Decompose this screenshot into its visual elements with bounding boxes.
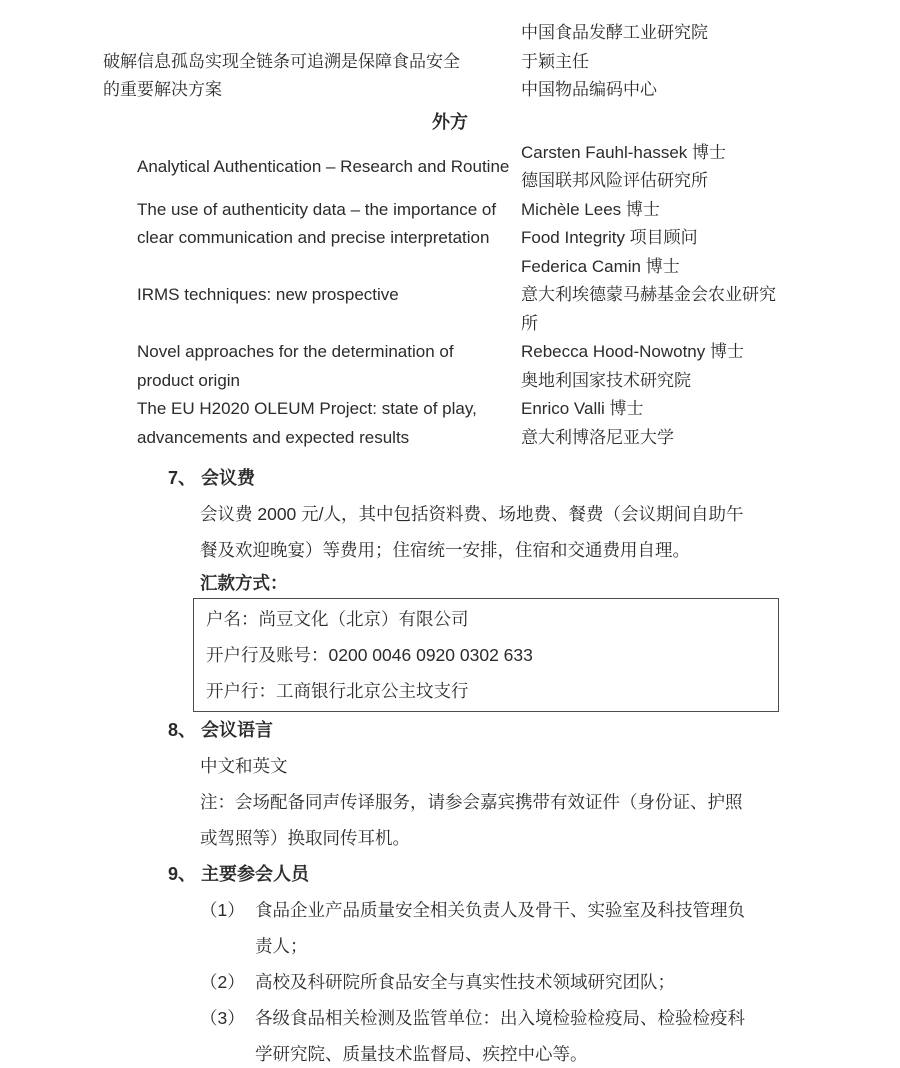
foreign-section-header: 外方 <box>432 111 468 132</box>
paragraph-line: 注：会场配备同声传译服务，请参会嘉宾携带有效证件（身份证、护照 <box>200 792 743 812</box>
paragraph-line: 责人； <box>255 936 308 956</box>
agenda-topic-line: 破解信息孤岛实现全链条可追溯是保障食品安全 <box>103 51 460 71</box>
account-number: 开户行及账号：0200 0046 0920 0302 633 <box>206 645 533 665</box>
agenda-speaker-org: Food Integrity 项目顾问 <box>521 228 698 247</box>
agenda-speaker-name: Federica Camin 博士 <box>521 256 680 276</box>
paragraph-line: 高校及科研院所食品安全与真实性技术领域研究团队； <box>255 972 675 992</box>
participant-item-1 <box>0 892 900 964</box>
list-item-marker: （3） <box>200 1008 245 1028</box>
paragraph-line: 学研究院、质量技术监督局、疾控中心等。 <box>255 1044 588 1064</box>
agenda-speaker-org: 意大利博洛尼亚大学 <box>521 427 674 447</box>
agenda-speaker-org: 意大利埃德蒙马赫基金会农业研究 <box>521 285 776 304</box>
list-item-text <box>255 892 900 964</box>
agenda-row-domestic <box>0 48 900 105</box>
document-sections <box>0 460 900 1068</box>
agenda-topic-line: The use of authenticity data – the importance of <box>137 199 497 219</box>
agenda-row-foreign-2 <box>0 196 900 253</box>
section-8-body <box>0 748 900 784</box>
agenda-speaker <box>521 395 900 452</box>
agenda-topic <box>137 395 521 452</box>
agenda-topic-line: advancements and expected results <box>137 427 410 447</box>
agenda-speaker-org: 所 <box>521 313 538 333</box>
participant-item-2 <box>0 964 900 1000</box>
section-8-heading: 8、 会议语言 <box>168 720 274 740</box>
agenda-topic <box>137 338 521 395</box>
agenda-topic-line: clear communication and precise interpretation <box>137 228 490 247</box>
paragraph-line: 中文和英文 <box>200 756 288 776</box>
section-9-heading: 9、 主要参会人员 <box>168 864 310 884</box>
agenda-row-foreign-5 <box>0 395 900 452</box>
account-name: 户名：尚豆文化（北京）有限公司 <box>206 609 469 629</box>
agenda-speaker-org: 奥地利国家技术研究院 <box>521 370 691 390</box>
agenda-row-foreign-1 <box>0 139 900 196</box>
agenda-speaker <box>521 48 900 105</box>
paragraph-line: 或驾照等）换取同传耳机。 <box>200 828 410 848</box>
agenda-speaker-name: Michèle Lees 博士 <box>521 199 660 219</box>
agenda-topic-line: Analytical Authentication – Research and Routine <box>137 156 510 176</box>
agenda-topic-line: IRMS techniques: new prospective <box>137 285 399 304</box>
payment-info-box <box>193 598 779 712</box>
remittance-heading: 汇款方式： <box>200 573 288 593</box>
agenda-topic <box>103 48 521 105</box>
list-item-text <box>255 964 900 1000</box>
agenda-speaker <box>521 139 900 196</box>
agenda-topic <box>137 281 521 310</box>
agenda-topic-line: 的重要解决方案 <box>103 80 222 99</box>
paragraph-line: 会议费 2000 元/人，其中包括资料费、场地费、餐费（会议期间自助午 <box>200 504 744 524</box>
list-item-marker: （1） <box>200 900 245 920</box>
agenda-table <box>0 0 900 452</box>
section-7-paragraph <box>0 496 900 568</box>
agenda-speaker <box>521 196 900 253</box>
agenda-speaker <box>521 253 900 339</box>
bank-branch: 开户行：工商银行北京公主坟支行 <box>206 681 469 701</box>
agenda-topic-line: product origin <box>137 370 241 390</box>
section-7-heading: 7、 会议费 <box>168 468 256 488</box>
agenda-speaker-name: Rebecca Hood-Nowotny 博士 <box>521 342 744 361</box>
agenda-speaker-org: 中国物品编码中心 <box>521 80 657 99</box>
paragraph-line: 食品企业产品质量安全相关负责人及骨干、实验室及科技管理负 <box>255 900 745 920</box>
paragraph-line: 各级食品相关检测及监管单位：出入境检验检疫局、检验检疫科 <box>255 1008 745 1028</box>
paragraph-line: 餐及欢迎晚宴）等费用；住宿统一安排，住宿和交通费用自理。 <box>200 540 690 560</box>
agenda-speaker-line: 中国食品发酵工业研究院 <box>521 23 708 42</box>
agenda-speaker-name: Enrico Valli 博士 <box>521 399 644 418</box>
agenda-row-foreign-4 <box>0 338 900 395</box>
agenda-speaker-org: 德国联邦风险评估研究所 <box>521 171 708 190</box>
list-item-marker: （2） <box>200 972 245 992</box>
agenda-topic-line: The EU H2020 OLEUM Project: state of play, <box>137 399 477 418</box>
agenda-speaker-name: Carsten Fauhl-hassek 博士 <box>521 142 727 162</box>
agenda-row-foreign-3 <box>0 253 900 339</box>
agenda-topic-line: Novel approaches for the determination of <box>137 342 454 361</box>
agenda-speaker-name: 于颖主任 <box>521 51 589 71</box>
participant-item-3 <box>0 1000 900 1068</box>
agenda-topic <box>137 196 521 253</box>
agenda-topic <box>137 153 521 182</box>
list-item-text <box>255 1000 900 1068</box>
agenda-speaker <box>521 338 900 395</box>
section-8-note <box>0 784 900 856</box>
